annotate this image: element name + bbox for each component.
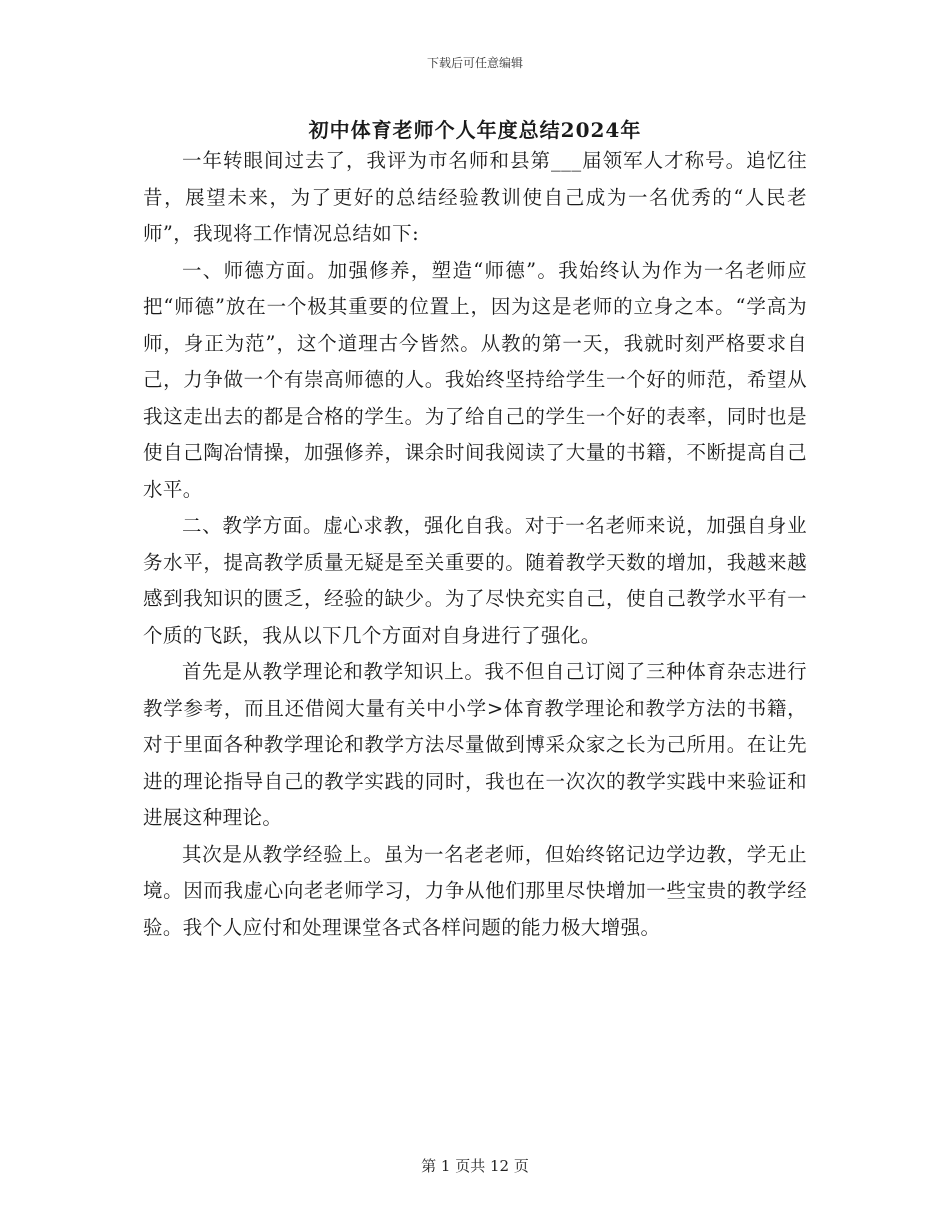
page-header: 下载后可任意编辑: [426, 56, 523, 70]
paragraph-ethics: 一、师德方面。加强修养，塑造“师德”。我始终认为作为一名老师应把“师德”放在一个极其重要的位置上，因为这是老师的立身之本。“学高为师，身正为范”，这个道理古今皆然。从教的第一天，我就时刻严格要求自己，力争做一个有崇高师德的人。我始终坚持给学生一个好的师范，希望从我这走出去的都是合格的学生。为了给自己的学生一个好的表率，同时也是使自己陶冶情操，加强修养，课余时间我阅读了大量的书籍，不断提高自己水平。: [143, 258, 807, 501]
document-title: 初中体育老师个人年度总结2024年: [308, 118, 642, 142]
document-body: [143, 143, 807, 946]
page-number: 第 1 页共 12 页: [421, 1157, 529, 1175]
paragraph-intro: 一年转眼间过去了，我评为市名师和县第___届领军人才称号。追忆往昔，展望未来，为了更好的总结经验教训使自己成为一名优秀的“人民老师”，我现将工作情况总结如下:: [143, 149, 807, 245]
paragraph-experience: 其次是从教学经验上。虽为一名老老师，但始终铭记边学边教，学无止境。因而我虚心向老老师学习，力争从他们那里尽快增加一些宝贵的教学经验。我个人应付和处理课堂各式各样问题的能力极大增强。: [143, 842, 807, 939]
paragraph-teaching: 二、教学方面。虚心求教，强化自我。对于一名老师来说，加强自身业务水平，提高教学质量无疑是至关重要的。随着教学天数的增加，我越来越感到我知识的匮乏，经验的缺少。为了尽快充实自己，使自己教学水平有一个质的飞跃，我从以下几个方面对自身进行了强化。: [143, 514, 807, 647]
paragraph-theory: 首先是从教学理论和教学知识上。我不但自己订阅了三种体育杂志进行教学参考，而且还借阅大量有关中小学>体育教学理论和教学方法的书籍，对于里面各种教学理论和教学方法尽量做到博采众家之长为己所用。在让先进的理论指导自己的教学实践的同时，我也在一次次的教学实践中来验证和进展这种理论。: [143, 660, 807, 829]
